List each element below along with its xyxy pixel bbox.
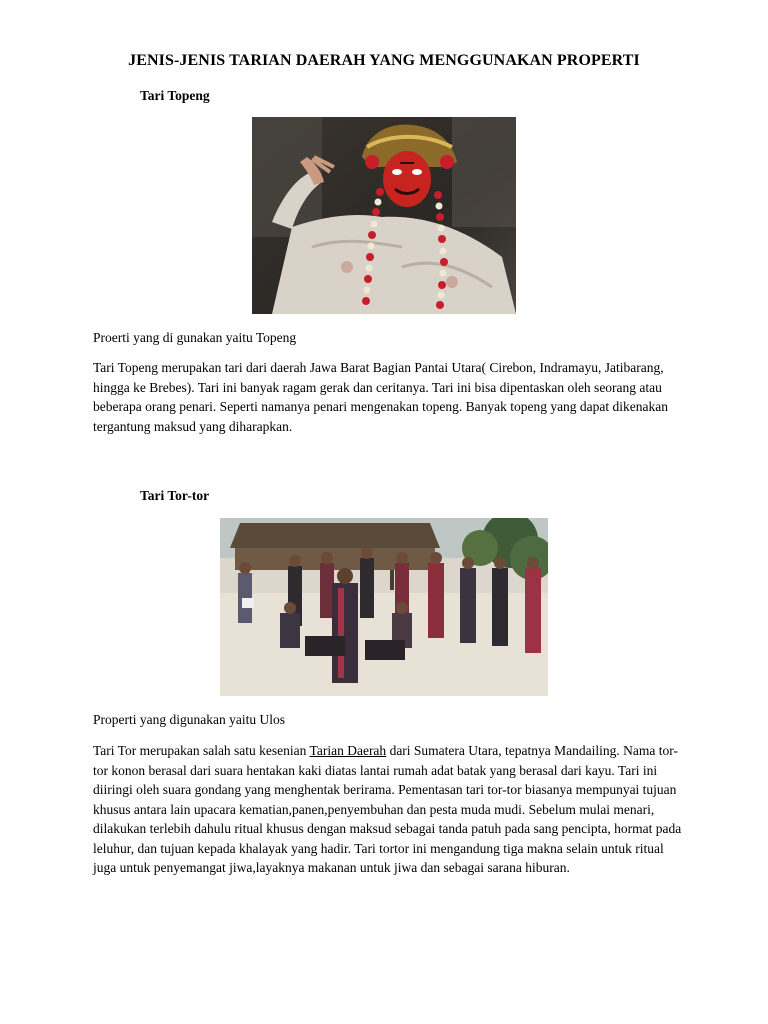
tari-tor-tor-photo bbox=[220, 518, 548, 696]
document-title: JENIS-JENIS TARIAN DAERAH YANG MENGGUNAKAN PROPERTI bbox=[128, 52, 640, 69]
tortor-description-part1: Tari Tor merupakan salah satu kesenian bbox=[93, 743, 310, 758]
topeng-property-line: Proerti yang di gunakan yaitu Topeng bbox=[93, 330, 297, 345]
section-heading-tari-topeng: Tari Topeng bbox=[140, 88, 210, 103]
tarian-daerah-link[interactable]: Tarian Daerah bbox=[309, 743, 387, 758]
topeng-description: Tari Topeng merupakan tari dari daerah Jawa Barat Bagian Pantai Utara( Cirebon, Indramayu, Jatibarang, hingga ke Brebes). Tari ini banyak ragam gerak dan ceritanya. Tari ini bisa dipentaskan oleh seorang atau beberapa orang penari. Seperti namanya penari mengenakan topeng. Banyak topeng yang dapat dikenakan tergantung maksud yang diharapkan. bbox=[93, 360, 669, 434]
tortor-description bbox=[93, 741, 683, 878]
tari-topeng-photo bbox=[252, 117, 516, 314]
section-heading-tari-tor-tor: Tari Tor-tor bbox=[140, 488, 210, 503]
tortor-description-part2: dari Sumatera Utara, tepatnya Mandailing. Nama tor-tor konon berasal dari suara hentakan kaki diatas lantai rumah adat batak yang berasal dari kayu. Tari ini diiringi oleh suara gondang yang menghentak berirama. Pementasan tari tor-tor biasanya mempunyai tujuan khusus antara lain upacara kematian,panen,penyembuhan dan pesta muda mudi. Sebelum mulai menari, dilakukan terlebih dahulu ritual khusus dengan maksud sebagai tanda patuh pada sang pencipta, hormat pada leluhur, dan tujuan kepada khalayak yang hadir. Tari tortor ini mengandung tiga makna selain untuk ritual juga untuk penyemangat jiwa,layaknya makanan untuk jiwa dan sebagai sarana hiburan. bbox=[93, 743, 682, 875]
tortor-property-line: Properti yang digunakan yaitu Ulos bbox=[93, 712, 285, 727]
